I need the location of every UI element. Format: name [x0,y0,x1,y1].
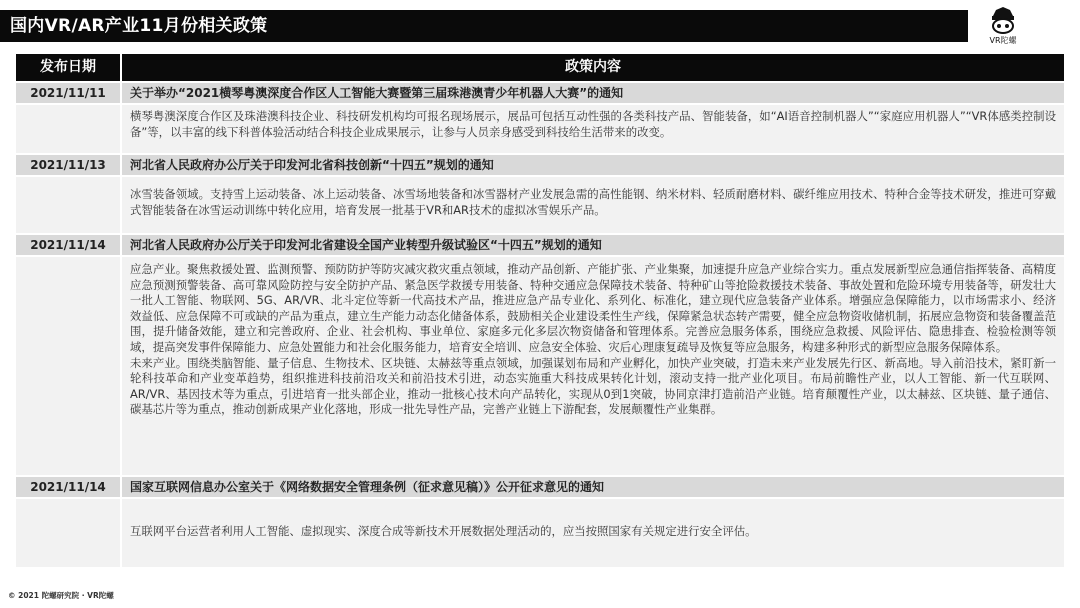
description-paragraph: 冰雪装备领域。支持雪上运动装备、冰上运动装备、冰雪场地装备和冰雪器材产业发展急需的高性能钢、纳米材料、轻质耐磨材料、碳纤维应用技术、特种合金等技术研发，推进可穿戴式智能装备在冰雪运动训练中转化应用，培育发展一批基于VR和AR技术的虚拟冰雪娱乐产品。 [130,187,1056,217]
row-description [122,105,1064,153]
table-row [16,235,1064,255]
table-row [16,83,1064,103]
row-policy-title: 河北省人民政府办公厅关于印发河北省建设全国产业转型升级试验区“十四五”规划的通知 [122,235,1064,255]
column-header-content: 政策内容 [122,54,1064,81]
vr-tuoluo-logo [980,6,1026,46]
row-date: 2021/11/11 [16,83,120,103]
table-row [16,477,1064,497]
column-header-date: 发布日期 [16,54,120,81]
row-description-block [16,105,1064,153]
description-paragraph: 互联网平台运营者利用人工智能、虚拟现实、深度合成等新技术开展数据处理活动的，应当按照国家有关规定进行安全评估。 [130,524,757,538]
policy-table [16,54,1064,567]
row-policy-title: 国家互联网信息办公室关于《网络数据安全管理条例（征求意见稿）》公开征求意见的通知 [122,477,1064,497]
row-date: 2021/11/14 [16,477,120,497]
table-row [16,155,1064,175]
description-paragraph: 未来产业。围绕类脑智能、量子信息、生物技术、区块链、太赫兹等重点领域，加强谋划布局和产业孵化，加快产业突破，打造未来产业发展先行区、新高地。导入前沿技术，紧盯新一轮科技革命和产业变革趋势，组织推进科技前沿攻关和前沿技术引进，动态实施重大科技成果转化计划，滚动支持一批产业化项目。布局前瞻性产业，以人工智能、新一代互联网、AR/VR、基因技术等为重点，引进培育一批头部企业，推动一批核心技术向产品转化，实现从0到1突破，协同京津打造前沿产业链。培育颠覆性产业，以太赫兹、区块链、量子通信、碳基芯片等为重点，推动创新成果产业化落地，形成一批先导性产品，完善产业链上下游配套，发展颠覆性产业集群。 [130,355,1056,417]
row-description-block [16,257,1064,475]
row-description [122,257,1064,475]
row-description-block [16,499,1064,567]
row-date: 2021/11/13 [16,155,120,175]
row-policy-title: 关于举办“2021横琴粤澳深度合作区人工智能大赛暨第三届珠港澳青少年机器人大赛”的通知 [122,83,1064,103]
description-paragraph: 横琴粤澳深度合作区及珠港澳科技企业、科技研发机构均可报名现场展示，展品可包括互动性强的各类科技产品、智能装备，如“AI语音控制机器人”“家庭应用机器人”“VR体感类控制设备”等，以丰富的线下科普体验活动结合科技企业成果展示，让参与人员亲身感受到科技给生活带来的改变。 [130,109,1056,139]
table-header [16,54,1064,81]
footer-copyright: © 2021 陀螺研究院 · VR陀螺 [8,591,114,600]
description-paragraph: 应急产业。聚焦救援处置、监测预警、预防防护等防灾减灾救灾重点领域，推动产品创新、产能扩张、产业集聚，加速提升应急产业综合实力。重点发展新型应急通信指挥装备、高精度应急预测预警装备、高可靠风险防控与安全防护产品、紧急医学救援专用装备、特种交通应急保障技术装备、特种矿山等抢险救援技术装备、事故处置和危险环境专用装备等，研发壮大一批人工智能、物联网、5G、AR/VR、北斗定位等新一代高技术产品，推进应急产品专业化、系列化、标准化，建立现代应急装备产业体系。增强应急保障能力，以市场需求小、经济效益低、应急保障不可或缺的产品为重点，建立生产能力动态化储备体系，鼓励相关企业建设柔性生产线，保障紧急状态转产需要，健全应急物资收储机制，拓展应急物资和装备覆盖范围，提升储备效能，建立和完善政府、企业、社会机构、事业单位、家庭多元化多层次物资储备和管理体系。完善应急服务体系，围绕应急救援、风险评估、隐患排查、检验检测等领域，提高突发事件保障能力、应急处置能力和社会化服务能力，培育安全培训、应急安全体验、灾后心理康复疏导及恢复等应急服务，构建多种形式的新型应急服务保障体系。 [130,262,1056,354]
row-description-block [16,177,1064,233]
row-description [122,499,1064,567]
row-description [122,177,1064,233]
row-policy-title: 河北省人民政府办公厅关于印发河北省科技创新“十四五”规划的通知 [122,155,1064,175]
page-title: 国内VR/AR产业11月份相关政策 [0,10,968,42]
logo-text: VR陀螺 [989,36,1017,45]
row-date: 2021/11/14 [16,235,120,255]
